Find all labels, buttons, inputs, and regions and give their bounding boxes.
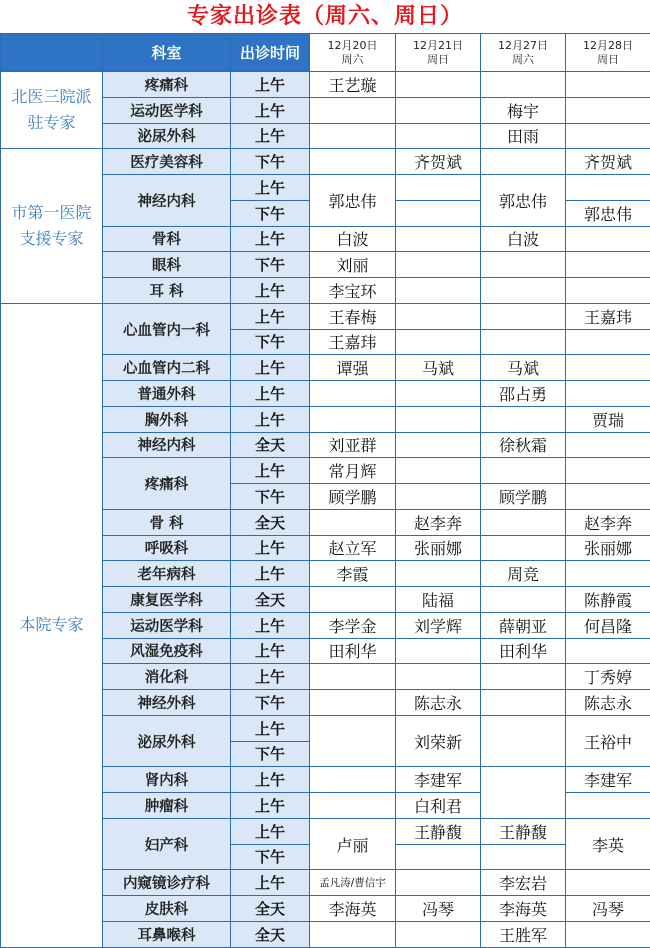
- doctor-cell: [396, 484, 481, 510]
- session-time: 下午: [231, 252, 310, 278]
- doctor-cell: [566, 175, 650, 201]
- header-date-2: [396, 34, 481, 72]
- doctor-cell: 刘亚群: [310, 432, 396, 458]
- doctor-cell: [396, 921, 481, 947]
- doctor-cell: [481, 664, 566, 690]
- doctor-cell: [481, 844, 566, 870]
- doctor-cell: 赵李奔: [396, 509, 481, 535]
- doctor-cell: [481, 72, 566, 98]
- session-time: 全天: [231, 587, 310, 613]
- dept-name: 妇产科: [103, 818, 231, 870]
- doctor-cell: [396, 870, 481, 896]
- doctor-cell: [310, 767, 396, 793]
- session-time: 上午: [231, 535, 310, 561]
- doctor-cell: [396, 123, 481, 149]
- weekday-label: 周日: [566, 53, 650, 67]
- dept-name: 肾内科: [103, 767, 231, 793]
- session-time: 上午: [231, 406, 310, 432]
- doctor-cell: 谭强: [310, 355, 396, 381]
- date-label: 12月21日: [396, 39, 480, 53]
- dept-name: 运动医学科: [103, 97, 231, 123]
- doctor-cell: [310, 587, 396, 613]
- dept-name: 胸外科: [103, 406, 231, 432]
- doctor-cell: 陆福: [396, 587, 481, 613]
- table-row: [1, 72, 650, 98]
- dept-name: 康复医学科: [103, 587, 231, 613]
- dept-name: 疼痛科: [103, 72, 231, 98]
- doctor-cell: [566, 355, 650, 381]
- doctor-cell: 陈静霞: [566, 587, 650, 613]
- doctor-cell: 王嘉玮: [310, 329, 396, 355]
- dept-name: 运动医学科: [103, 612, 231, 638]
- date-label: 12月20日: [310, 39, 395, 53]
- doctor-cell: 李英: [566, 818, 650, 870]
- header-blank: [1, 34, 103, 72]
- date-label: 12月27日: [481, 39, 565, 53]
- doctor-cell: 郭忠伟: [481, 175, 566, 227]
- doctor-cell: [310, 381, 396, 407]
- weekday-label: 周日: [396, 53, 480, 67]
- group-label: 北医三院派驻专家: [1, 72, 103, 149]
- doctor-cell: 郭忠伟: [566, 200, 650, 226]
- doctor-cell: [566, 329, 650, 355]
- session-time: 上午: [231, 638, 310, 664]
- doctor-cell: [481, 458, 566, 484]
- header-time: 出诊时间: [231, 34, 310, 72]
- doctor-cell: 李海英: [481, 896, 566, 922]
- doctor-cell: [396, 278, 481, 304]
- doctor-cell: [481, 252, 566, 278]
- doctor-cell: [481, 715, 566, 767]
- session-time: 上午: [231, 355, 310, 381]
- dept-name: 耳 科: [103, 278, 231, 304]
- doctor-cell: 李海英: [310, 896, 396, 922]
- doctor-cell: 李建军: [396, 767, 481, 793]
- doctor-cell: [481, 303, 566, 329]
- doctor-cell: [481, 509, 566, 535]
- doctor-cell: 李霞: [310, 561, 396, 587]
- dept-name: 肿瘤科: [103, 793, 231, 819]
- doctor-cell: 李宝环: [310, 278, 396, 304]
- table-row: [1, 303, 650, 329]
- doctor-cell: [310, 664, 396, 690]
- doctor-cell: [396, 329, 481, 355]
- session-time: 上午: [231, 123, 310, 149]
- dept-name: 疼痛科: [103, 458, 231, 510]
- doctor-cell: [310, 97, 396, 123]
- doctor-cell: [566, 484, 650, 510]
- doctor-cell: [566, 793, 650, 819]
- doctor-cell: 李宏岩: [481, 870, 566, 896]
- session-time: 下午: [231, 149, 310, 175]
- doctor-cell: 常月辉: [310, 458, 396, 484]
- session-time: 上午: [231, 97, 310, 123]
- session-time: 上午: [231, 381, 310, 407]
- doctor-cell: [396, 175, 481, 201]
- doctor-cell: 郭忠伟: [310, 175, 396, 227]
- doctor-cell: [396, 458, 481, 484]
- doctor-cell: [310, 123, 396, 149]
- dept-name: 骨科: [103, 226, 231, 252]
- doctor-cell: [566, 226, 650, 252]
- doctor-cell: 王裕中: [566, 715, 650, 767]
- session-time: 上午: [231, 175, 310, 201]
- session-time: 上午: [231, 870, 310, 896]
- session-time: 下午: [231, 329, 310, 355]
- dept-name: 神经外科: [103, 690, 231, 716]
- doctor-cell: [481, 406, 566, 432]
- date-label: 12月28日: [566, 39, 650, 53]
- doctor-cell: [566, 381, 650, 407]
- doctor-cell: 赵李奔: [566, 509, 650, 535]
- session-time: 上午: [231, 72, 310, 98]
- doctor-cell: 薛朝亚: [481, 612, 566, 638]
- session-time: 全天: [231, 896, 310, 922]
- session-time: 全天: [231, 432, 310, 458]
- dept-name: 风湿免疫科: [103, 638, 231, 664]
- doctor-cell: 梅宇: [481, 97, 566, 123]
- doctor-cell: [310, 715, 396, 767]
- session-time: 上午: [231, 818, 310, 844]
- dept-name: 医疗美容科: [103, 149, 231, 175]
- session-time: 下午: [231, 484, 310, 510]
- doctor-cell: 王静馥: [396, 818, 481, 844]
- doctor-cell: 孟凡涛/曹信宇: [310, 870, 396, 896]
- doctor-cell: [396, 638, 481, 664]
- header-date-3: [481, 34, 566, 72]
- session-time: 下午: [231, 741, 310, 767]
- doctor-cell: [396, 844, 481, 870]
- doctor-cell: 何昌隆: [566, 612, 650, 638]
- group-label: 市第一医院支援专家: [1, 149, 103, 304]
- doctor-cell: [566, 252, 650, 278]
- doctor-cell: [396, 252, 481, 278]
- doctor-cell: 田雨: [481, 123, 566, 149]
- doctor-cell: 刘荣新: [396, 715, 481, 767]
- session-time: 上午: [231, 278, 310, 304]
- session-time: 上午: [231, 226, 310, 252]
- doctor-cell: [566, 97, 650, 123]
- session-time: 上午: [231, 561, 310, 587]
- doctor-cell: [566, 921, 650, 947]
- session-time: 全天: [231, 509, 310, 535]
- doctor-cell: [481, 278, 566, 304]
- table-row: [1, 149, 650, 175]
- header-dept: 科室: [103, 34, 231, 72]
- group-label: 本院专家: [1, 303, 103, 947]
- doctor-cell: 白利君: [396, 793, 481, 819]
- doctor-cell: [566, 458, 650, 484]
- doctor-cell: 赵立军: [310, 535, 396, 561]
- weekday-label: 周六: [310, 53, 395, 67]
- doctor-cell: [310, 921, 396, 947]
- dept-name: 呼吸科: [103, 535, 231, 561]
- doctor-cell: [481, 587, 566, 613]
- dept-name: 消化科: [103, 664, 231, 690]
- doctor-cell: [566, 278, 650, 304]
- doctor-cell: 陈志永: [396, 690, 481, 716]
- doctor-cell: 马斌: [481, 355, 566, 381]
- doctor-cell: [396, 561, 481, 587]
- doctor-cell: 刘学辉: [396, 612, 481, 638]
- doctor-cell: 王春梅: [310, 303, 396, 329]
- doctor-cell: 刘丽: [310, 252, 396, 278]
- schedule-table: [0, 33, 650, 948]
- doctor-cell: [481, 149, 566, 175]
- doctor-cell: 白波: [481, 226, 566, 252]
- dept-name: 普通外科: [103, 381, 231, 407]
- doctor-cell: 冯琴: [566, 896, 650, 922]
- session-time: 下午: [231, 690, 310, 716]
- doctor-cell: [481, 535, 566, 561]
- doctor-cell: [481, 767, 566, 819]
- doctor-cell: 贾瑞: [566, 406, 650, 432]
- doctor-cell: 田利华: [481, 638, 566, 664]
- doctor-cell: [566, 638, 650, 664]
- doctor-cell: 徐秋霜: [481, 432, 566, 458]
- dept-name: 皮肤科: [103, 896, 231, 922]
- doctor-cell: 张丽娜: [396, 535, 481, 561]
- header-row: [1, 34, 650, 72]
- header-date-4: [566, 34, 650, 72]
- doctor-cell: [396, 200, 481, 226]
- dept-name: 泌尿外科: [103, 715, 231, 767]
- doctor-cell: 李学金: [310, 612, 396, 638]
- session-time: 上午: [231, 458, 310, 484]
- session-time: 上午: [231, 612, 310, 638]
- dept-name: 心血管内二科: [103, 355, 231, 381]
- session-time: 上午: [231, 303, 310, 329]
- doctor-cell: 李建军: [566, 767, 650, 793]
- doctor-cell: 王胜军: [481, 921, 566, 947]
- doctor-cell: 冯琴: [396, 896, 481, 922]
- doctor-cell: [396, 303, 481, 329]
- doctor-cell: 邵占勇: [481, 381, 566, 407]
- dept-name: 神经内科: [103, 175, 231, 227]
- session-time: 上午: [231, 664, 310, 690]
- doctor-cell: [396, 406, 481, 432]
- doctor-cell: [310, 149, 396, 175]
- doctor-cell: 马斌: [396, 355, 481, 381]
- dept-name: 耳鼻喉科: [103, 921, 231, 947]
- doctor-cell: [396, 664, 481, 690]
- doctor-cell: 田利华: [310, 638, 396, 664]
- doctor-cell: 齐贺斌: [566, 149, 650, 175]
- dept-name: 心血管内一科: [103, 303, 231, 355]
- session-time: 下午: [231, 200, 310, 226]
- doctor-cell: [396, 432, 481, 458]
- doctor-cell: [310, 690, 396, 716]
- dept-name: 内窥镜诊疗科: [103, 870, 231, 896]
- weekday-label: 周六: [481, 53, 565, 67]
- doctor-cell: 陈志永: [566, 690, 650, 716]
- doctor-cell: [310, 406, 396, 432]
- session-time: 全天: [231, 921, 310, 947]
- header-date-1: [310, 34, 396, 72]
- dept-name: 眼科: [103, 252, 231, 278]
- doctor-cell: [566, 870, 650, 896]
- doctor-cell: [310, 509, 396, 535]
- dept-name: 骨 科: [103, 509, 231, 535]
- doctor-cell: 王嘉玮: [566, 303, 650, 329]
- doctor-cell: [566, 561, 650, 587]
- doctor-cell: 齐贺斌: [396, 149, 481, 175]
- session-time: 上午: [231, 767, 310, 793]
- doctor-cell: [481, 329, 566, 355]
- doctor-cell: 周竞: [481, 561, 566, 587]
- doctor-cell: 丁秀婷: [566, 664, 650, 690]
- doctor-cell: 顾学鹏: [481, 484, 566, 510]
- dept-name: 老年病科: [103, 561, 231, 587]
- session-time: 下午: [231, 844, 310, 870]
- doctor-cell: [396, 72, 481, 98]
- doctor-cell: [396, 97, 481, 123]
- doctor-cell: 张丽娜: [566, 535, 650, 561]
- page-title: 专家出诊表（周六、周日）: [0, 0, 650, 33]
- doctor-cell: [566, 123, 650, 149]
- doctor-cell: [566, 432, 650, 458]
- doctor-cell: [566, 72, 650, 98]
- doctor-cell: [396, 381, 481, 407]
- session-time: 上午: [231, 715, 310, 741]
- doctor-cell: 卢丽: [310, 818, 396, 870]
- doctor-cell: [396, 226, 481, 252]
- doctor-cell: 王艺璇: [310, 72, 396, 98]
- session-time: 上午: [231, 793, 310, 819]
- doctor-cell: 王静馥: [481, 818, 566, 844]
- doctor-cell: [481, 690, 566, 716]
- doctor-cell: [310, 793, 396, 819]
- dept-name: 神经内科: [103, 432, 231, 458]
- doctor-cell: 顾学鹏: [310, 484, 396, 510]
- doctor-cell: 白波: [310, 226, 396, 252]
- dept-name: 泌尿外科: [103, 123, 231, 149]
